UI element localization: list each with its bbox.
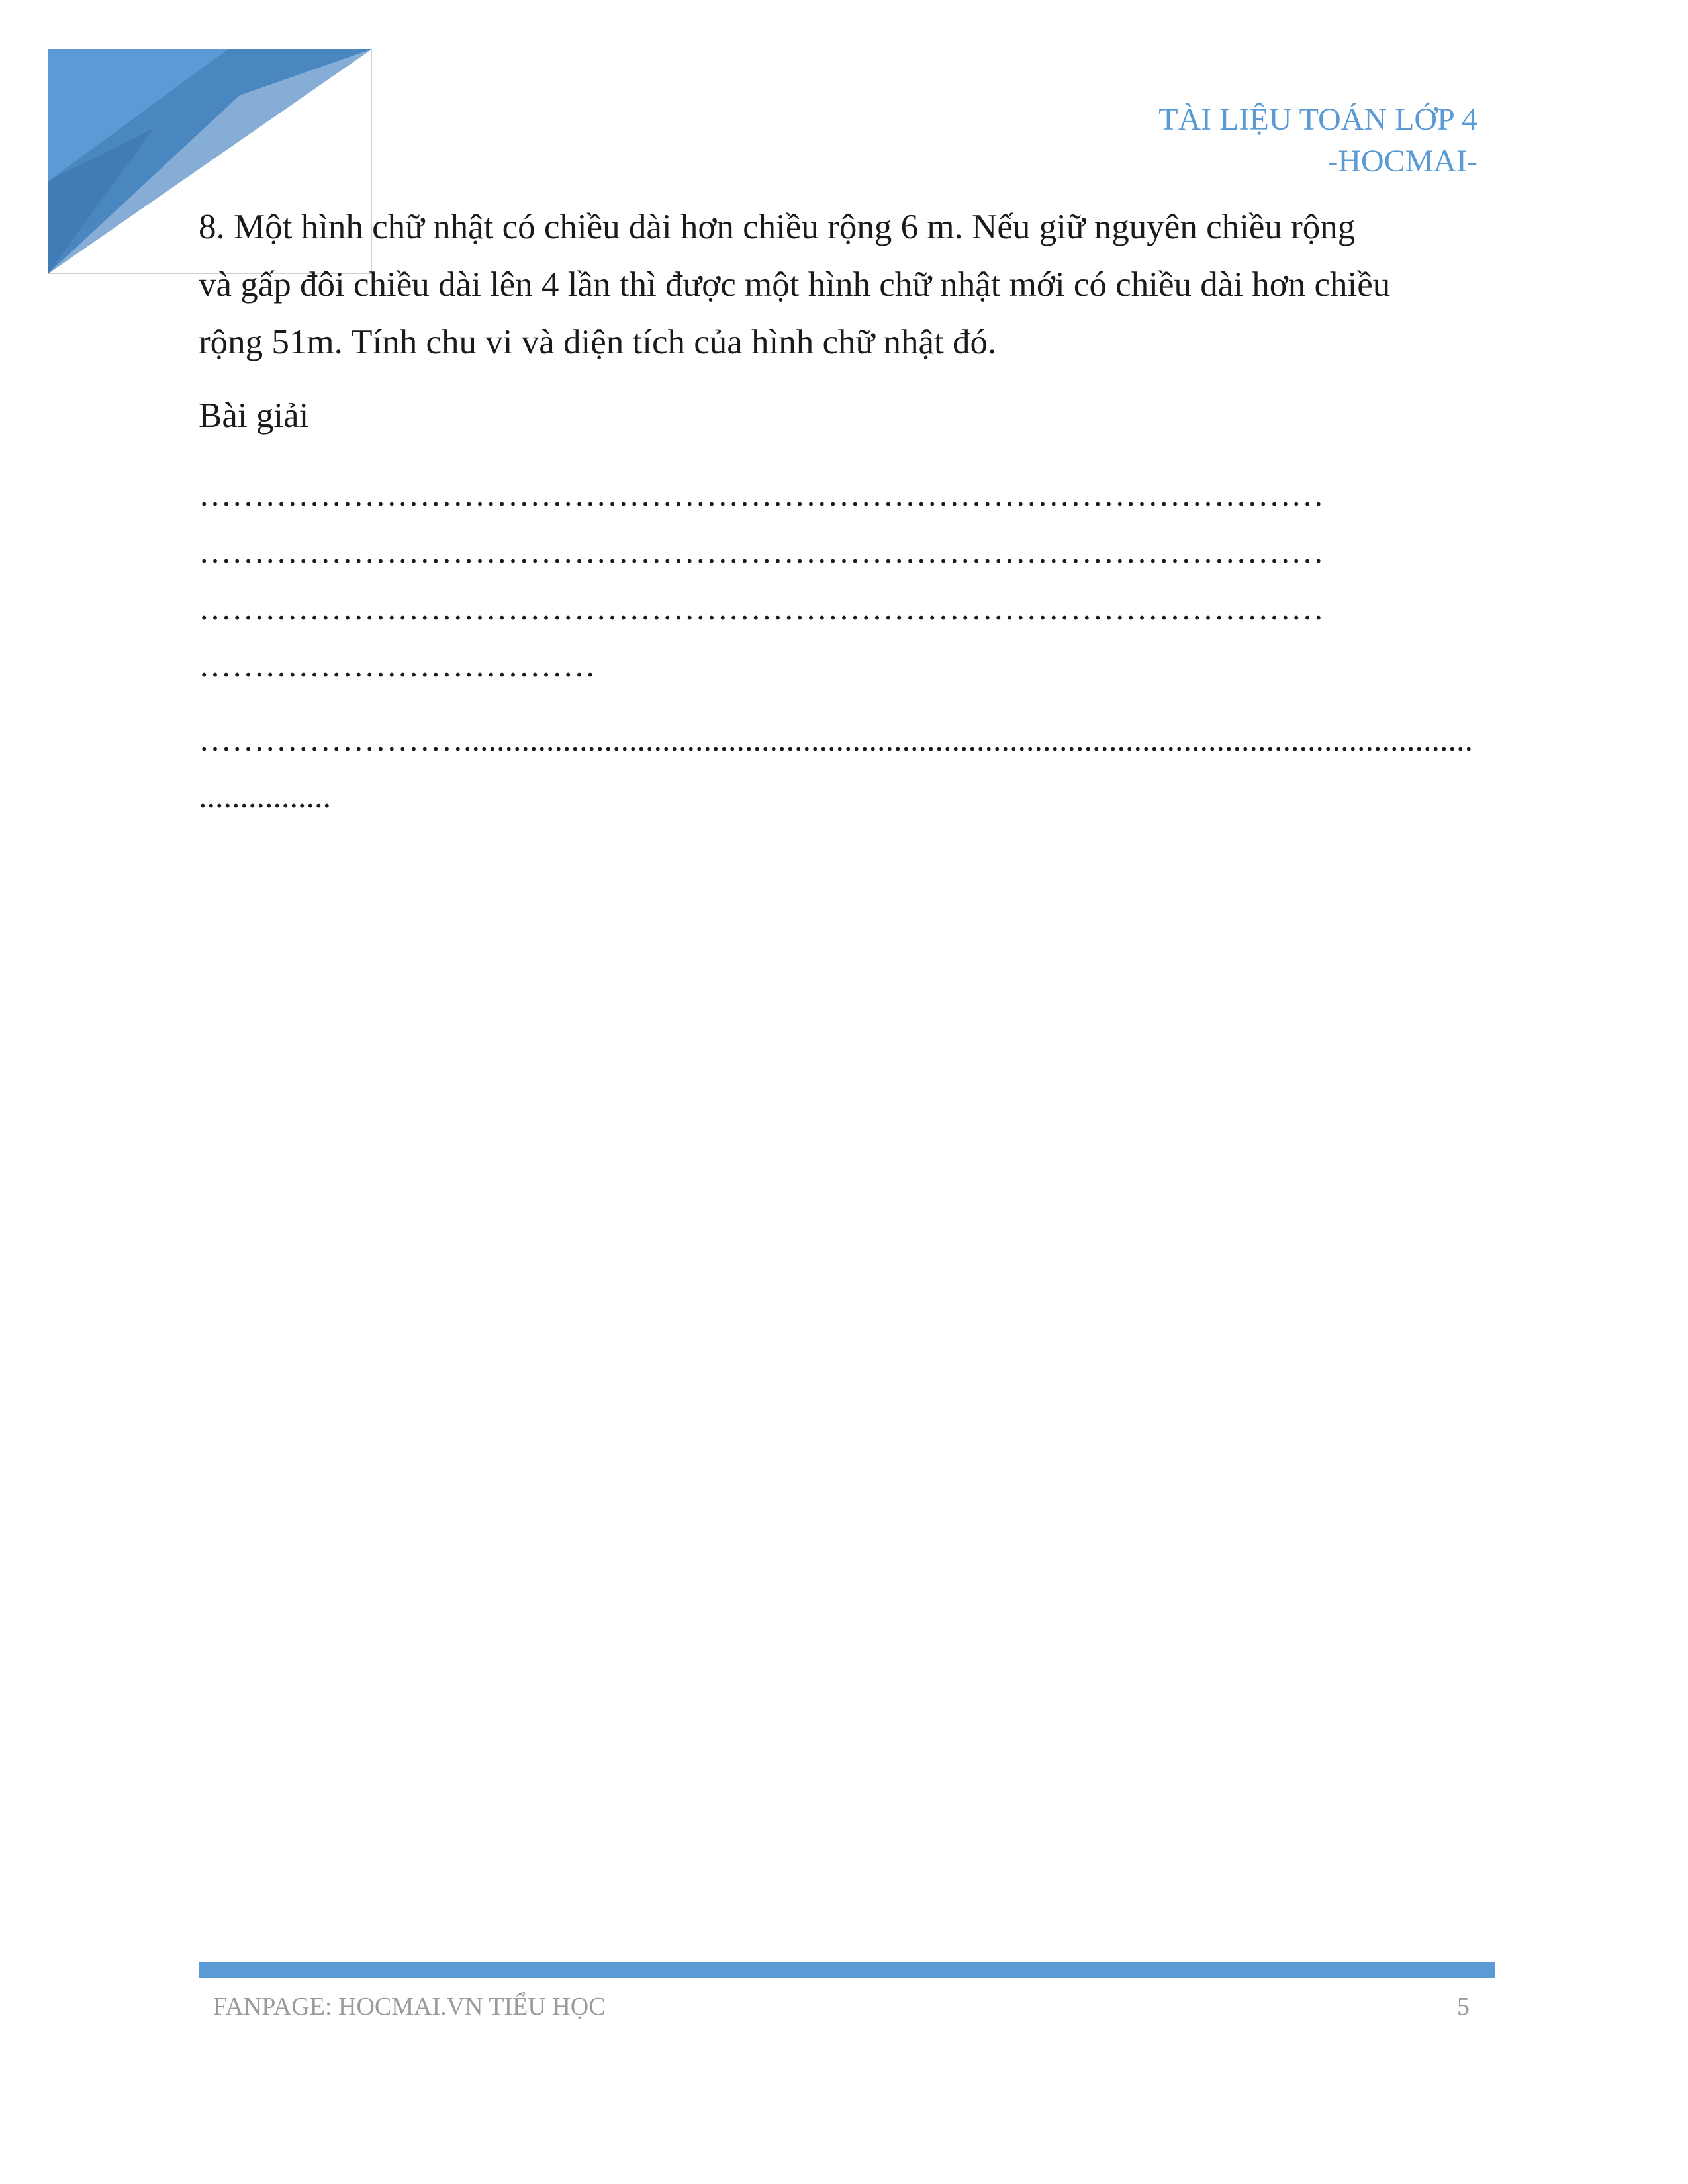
answer-area xyxy=(199,466,1496,825)
problem-statement xyxy=(199,199,1496,371)
footer-divider-bar xyxy=(199,1962,1495,1978)
answer-blank-line: ……………………………… xyxy=(199,647,596,684)
problem-line: 8. Một hình chữ nhật có chiều dài hơn chiều rộng 6 m. Nếu giữ nguyên chiều rộng xyxy=(199,208,1356,246)
answer-blank-line: ................ xyxy=(199,778,331,815)
answer-blank-line: ………………………………………………………………………………………… xyxy=(199,590,1324,627)
problem-line: rộng 51m. Tính chu vi và diện tích của hình chữ nhật đó. xyxy=(199,323,997,361)
problem-line: và gấp đôi chiều dài lên 4 lần thì được một hình chữ nhật mới có chiều dài hơn chiều xyxy=(199,265,1391,304)
document-header-subtitle: -HOCMAI- xyxy=(1327,144,1477,179)
document-header-title: TÀI LIỆU TOÁN LỚP 4 xyxy=(1158,102,1477,137)
page-number: 5 xyxy=(1457,1993,1470,2021)
answer-blank-line: ………………………………………………………………………………………… xyxy=(199,533,1324,570)
solution-label: Bài giải xyxy=(199,396,309,435)
answer-blank-line: …………………….......................................................................................................................... xyxy=(199,721,1473,758)
footer-fanpage-text: FANPAGE: HOCMAI.VN TIỂU HỌC xyxy=(213,1993,606,2021)
answer-blank-line: ………………………………………………………………………………………… xyxy=(199,476,1324,513)
